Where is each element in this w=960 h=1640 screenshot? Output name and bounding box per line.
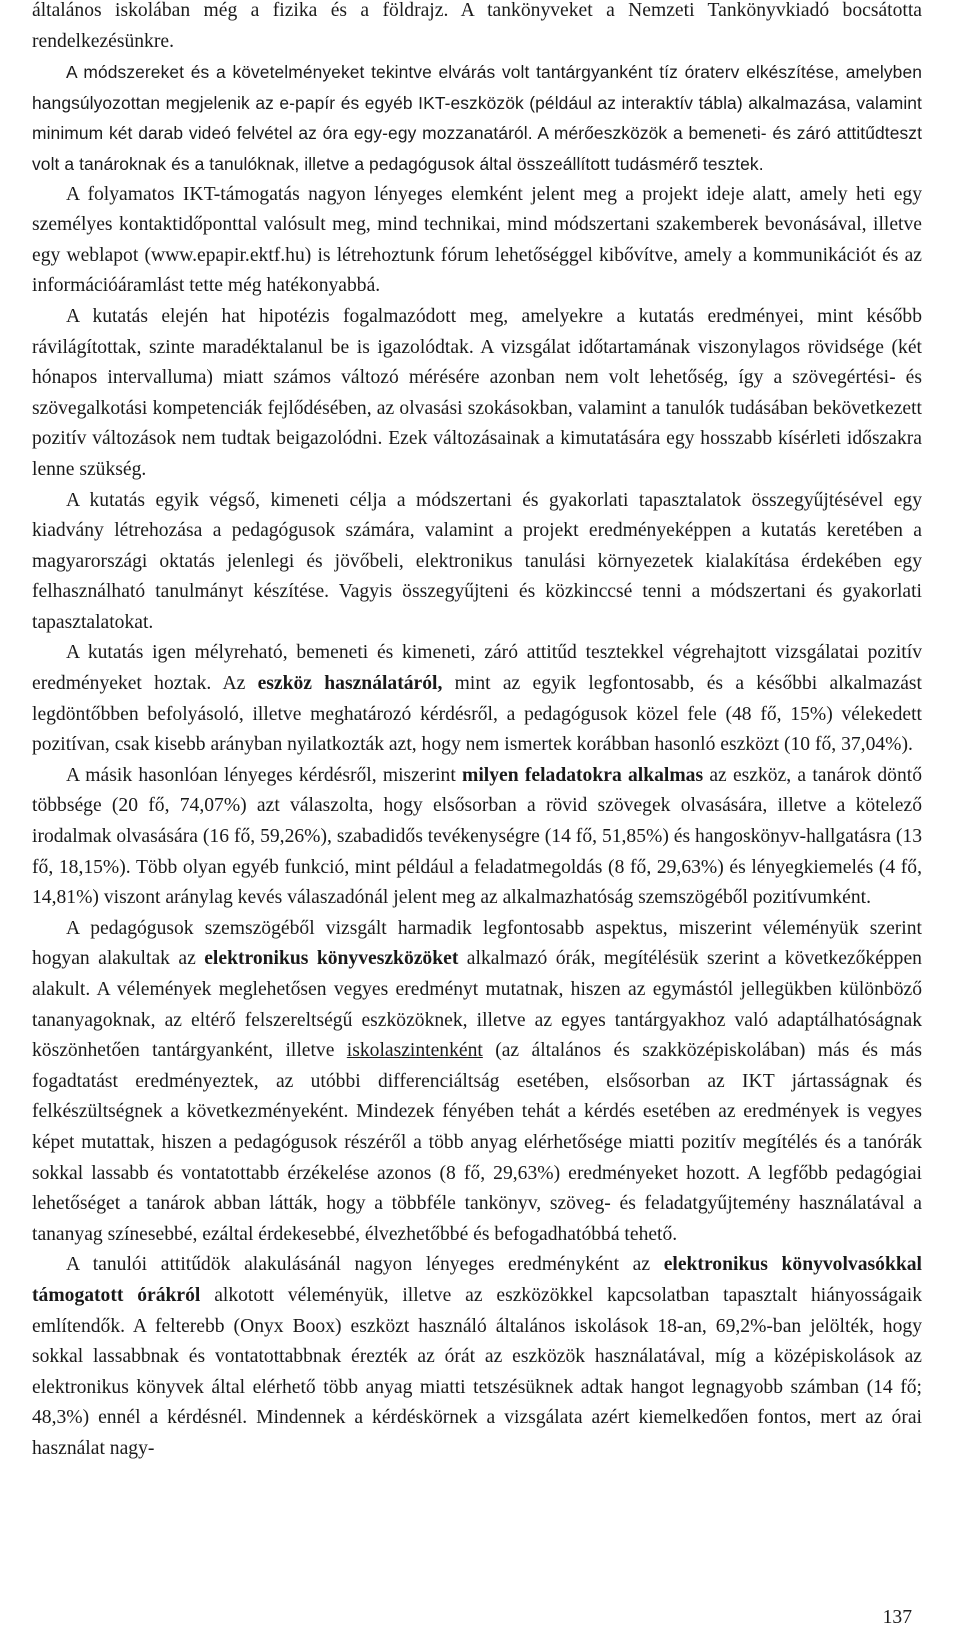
page-number: 137 (882, 1607, 912, 1628)
text-run: A másik hasonlóan lényeges kérdésről, miszerint (66, 764, 463, 786)
text-run: A kutatás egyik végső, kimeneti célja a módszertani és gyakorlati tapasztalatok összegyűjtésével egy kiadvány létrehozása a pedagógusok számára, valamint a projekt eredményeképpen a kutatás keretében a magyarországi oktatás jelenlegi és jövőbeli, elektronikus tanulási környezetek kialakítása érdekében egy felhasználható tanulmányt készítése. Vagyis összegyűjteni és közkinccsé tenni a módszertani és gyakorlati tapasztalatokat. (32, 489, 922, 633)
text-run: az eszköz, a tanárok döntő többsége (20 fő, 74,07%) azt válaszolta, hogy elsősorban a rövid szövegek olvasására, illetve a kötelező irodalmak olvasására (16 fő, 59,26%), szabadidős tevékenységre (14 fő, 51,85%) és hangoskönyv-hallgatásra (13 fő, 18,15%). Több olyan egyéb funkció, mint például a feladatmegoldás (8 fő, 29,63%) és lényegkiemelés (4 fő, 14,81%) viszont aránylag kevés válaszadónál jelent meg az alkalmazhatóság szemszögéből pozitívumként. (32, 764, 922, 909)
text-run: alkotott véleményük, illetve az eszközökkel kapcsolatban tapasztalt hiányosságaik említendők. A felterebb (Onyx Boox) eszközt használó általános iskolások 18-an, 69,2%-ban jelölték, hogy sokkal lassabbnak és vontatottabbnak érezték az órát az eszközök használatával, míg a középiskolások az elektronikus könyvek által elérhető több anyag miatti tetszésüknek adtak hangot legnagyobb számban (14 fő; 48,3%) ennél a kérdésnél. Mindennek a kérdéskörnek a vizsgálata azért kiemelkedően fontos, mert az órai használat nagy- (32, 1284, 922, 1459)
text-run: mint az egyik legfontosabb, és a későbbi alkalmazást legdöntőbben befolyásoló, illetve meghatározó kérdésről, a pedagógusok közel fele (48 fő, 15%) vélekedett pozitívan, csak kisebb arányban nyilatkozták azt, hogy nem ismertek korábban hasonló eszközt (10 fő, 37,04%). (32, 673, 922, 756)
bold-phrase: elektronikus könyvolvasókkal támogatott órákról (32, 1254, 922, 1306)
text-run: A tanulói attitűdök alakulásánál nagyon lényeges eredményként az (66, 1254, 664, 1276)
text-run: A módszereket és a követelményeket tekintve elvárás volt tantárgyanként tíz óraterv elkészítése, amelyben hangsúlyozottan megjelenik az e-papír és egyéb IKT-eszközök (például az interaktív tábla) alkalmazása, valamint minimum két darab videó felvétel az óra egy-egy mozzanatáról. A mérőeszközök a bemeneti- és záró attitűdteszt volt a tanároknak és a tanulóknak, illetve a pedagógusok által összeállított tudásmérő tesztek. (32, 62, 922, 174)
body-paragraph (32, 180, 922, 302)
body-paragraph (32, 486, 922, 639)
text-run: A folyamatos IKT-támogatás nagyon lényeges elemként jelent meg a projekt ideje alatt, amely heti egy személyes kontaktidőponttal valósult meg, mind technikai, mind módszertani szakemberek bevonásával, illetve egy weblapot (www.epapir.ektf.hu) is létrehoztunk fórum lehetőséggel kibővítve, amely a kommunikációt és az információáramlást tette még hatékonyabbá. (32, 183, 922, 297)
text-run: alkalmazó órák, megítélésük szerint a következőképpen alakult. A vélemények meglehetősen vegyes eredményt mutatnak, hiszen az egymástól jellegükben különböző tananyagoknak, az eltérő felszereltségű eszközöknek, illetve az egyes tantárgyakhoz való adaptálhatóságnak köszönhetően tantárgyanként, illetve (32, 948, 922, 1062)
text-run: (az általános és szakközépiskolában) más és más fogadtatást eredményeztek, az utóbbi differenciáltság esetében, elsősorban az IKT jártasságnak és felkészültségnek a következményeként. Mindezek fényében tehát a kérdés esetében az eredmények is vegyes képet mutattak, hiszen a pedagógusok részéről a több anyag elérhetősége miatti pozitív megítélés és a tanórák sokkal lassabb és vontatottabb érzékelése azonos (8 fő, 29,63%) eredményeket hozott. A legfőbb pedagógiai lehetőséget a tanárok abban látták, hogy a többféle tankönyv, szöveg- és feladatgyűjtemény használatával a tananyag színesebbé, ezáltal érdekesebbé, élvezhetőbbé és befogadhatóbbá tehető. (32, 1040, 922, 1245)
body-paragraph (32, 761, 922, 914)
body-paragraph (32, 57, 922, 179)
text-run: A pedagógusok szemszögéből vizsgált harmadik legfontosabb aspektus, miszerint véleményük szerint hogyan alakultak az (32, 917, 922, 970)
body-paragraph (32, 914, 922, 1251)
text-run: A kutatás igen mélyreható, bemeneti és kimeneti, záró attitűd tesztekkel végrehajtott vizsgálatai pozitív eredményeket hoztak. Az (32, 642, 922, 695)
body-paragraph (32, 302, 922, 486)
body-paragraph (32, 0, 922, 57)
text-run: általános iskolában még a fizika és a földrajz. A tankönyveket a Nemzeti Tankönyvkiadó bocsátotta rendelkezésünkre. (32, 0, 922, 52)
underlined-phrase: iskolaszintenként (346, 1040, 483, 1062)
bold-phrase: elektronikus könyveszközöket (204, 948, 459, 970)
body-paragraph (32, 638, 922, 760)
document-page (32, 0, 922, 1465)
text-run: A kutatás elején hat hipotézis fogalmazódott meg, amelyekre a kutatás eredményei, mint később rávilágítottak, szinte maradéktalanul be is igazolódtak. A vizsgálat időtartamának viszonylagos rövidsége (két hónapos intervalluma) miatt számos változó mérésére azonban nem volt lehetőség, így a szövegértési- és szövegalkotási kompetenciák fejlődésében, az olvasási szokásokban, valamint a tanulók tudásában bekövetkezett pozitív változások nem tudtak beigazolódni. Ezek változásainak a kimutatására egy hosszabb kísérleti időszakra lenne szükség. (32, 305, 922, 480)
bold-phrase: eszköz használatáról, (257, 673, 443, 695)
bold-phrase: milyen feladatokra alkalmas (462, 764, 704, 786)
body-paragraph (32, 1250, 922, 1464)
